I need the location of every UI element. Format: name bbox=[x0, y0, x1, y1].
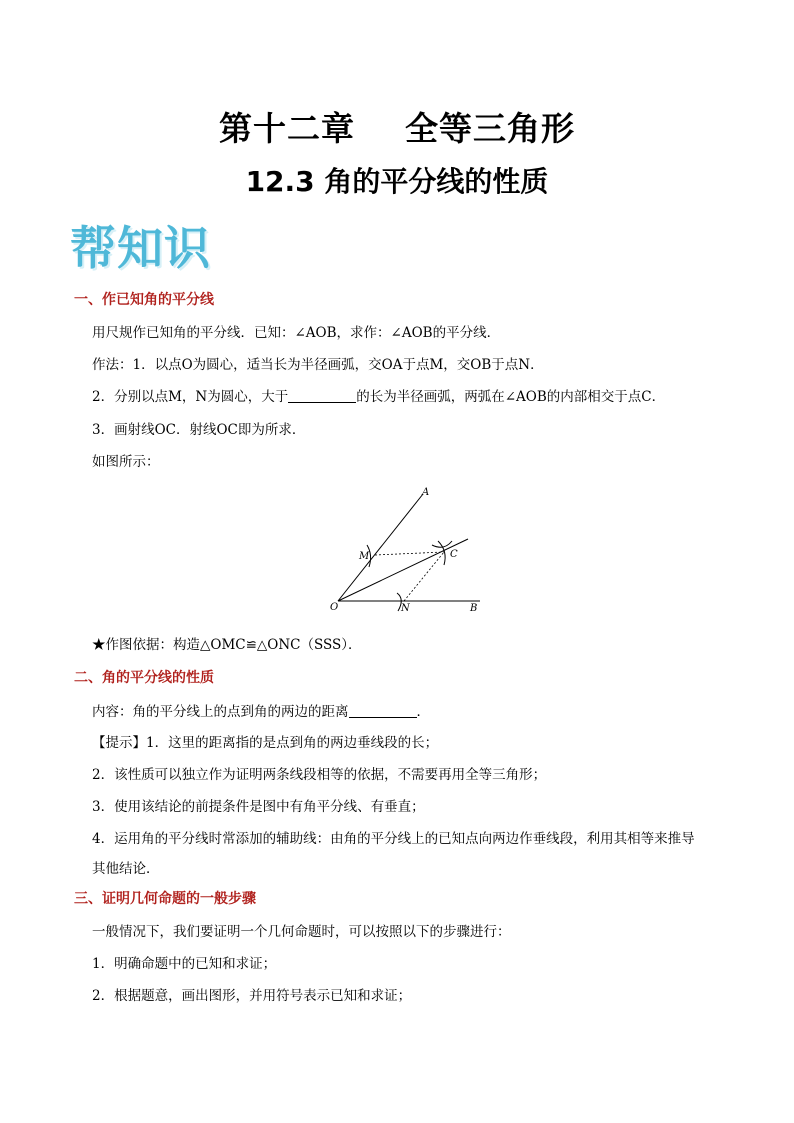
answer-blank-2[interactable] bbox=[349, 717, 417, 718]
sec2-line-3: 2．该性质可以独立作为证明两条线段相等的依据，不需要再用全等三角形； bbox=[92, 767, 547, 783]
sec3-line-2: 1．明确命题中的已知和求证； bbox=[92, 956, 277, 972]
sec1-line-5: 如图所示： bbox=[92, 454, 160, 470]
ray-oa bbox=[338, 494, 423, 601]
label-a: A bbox=[422, 487, 430, 498]
sec1-line-2: 作法：1．以点O为圆心，适当长为半径画弧，交OA于点M，交OB于点N． bbox=[92, 357, 544, 373]
label-b: B bbox=[470, 603, 478, 614]
construction-basis: ★作图依据：构造△OMC≌△ONC（SSS）． bbox=[92, 637, 362, 653]
sec1-line-3-part-a: 2．分别以点M，N为圆心，大于 bbox=[92, 389, 289, 405]
sec3-line-1: 一般情况下，我们要证明一个几何命题时，可以按照以下的步骤进行： bbox=[92, 924, 511, 940]
segment-mc bbox=[375, 552, 444, 555]
sec1-line-1: 用尺规作已知角的平分线．已知：∠AOB，求作：∠AOB的平分线． bbox=[92, 325, 501, 341]
sec2-line-1 bbox=[92, 702, 430, 722]
sec2-line-1-part-b: ． bbox=[416, 704, 430, 720]
sec2-line-6: 其他结论． bbox=[92, 861, 160, 877]
segment-nc bbox=[404, 552, 444, 601]
section-title: 12.3 角的平分线的性质 bbox=[245, 165, 549, 198]
sec2-line-5: 4．运用角的平分线时常添加的辅助线：由角的平分线上的已知点向两边作垂线段，利用其相等来推导 bbox=[92, 831, 695, 847]
sec1-line-3-part-b: 的长为半径画弧，两弧在∠AOB的内部相交于点C． bbox=[356, 389, 666, 405]
sec2-line-2: 【提示】1．这里的距离指的是点到角的两边垂线段的长； bbox=[92, 735, 439, 751]
chapter-title: 第十二章 全等三角形 bbox=[219, 109, 575, 148]
sec1-line-4: 3．画射线OC．射线OC即为所求． bbox=[92, 422, 306, 438]
angle-bisector-figure bbox=[320, 485, 490, 615]
ray-oc bbox=[338, 539, 468, 601]
banner-logo: 帮知识 bbox=[70, 221, 211, 275]
sec3-line-3: 2．根据题意，画出图形，并用符号表示已知和求证； bbox=[92, 988, 412, 1004]
section-3-heading: 三、证明几何命题的一般步骤 bbox=[74, 891, 256, 907]
sec1-line-3 bbox=[92, 387, 665, 407]
label-o: O bbox=[330, 602, 339, 613]
label-n: N bbox=[401, 603, 410, 614]
answer-blank-1[interactable] bbox=[288, 402, 356, 403]
section-2-heading: 二、角的平分线的性质 bbox=[74, 670, 214, 686]
label-m: M bbox=[359, 551, 370, 562]
sec2-line-4: 3．使用该结论的前提条件是图中有角平分线、有垂直； bbox=[92, 799, 425, 815]
label-c: C bbox=[450, 549, 458, 560]
section-1-heading: 一、作已知角的平分线 bbox=[74, 292, 214, 308]
sec2-line-1-part-a: 内容：角的平分线上的点到角的两边的距离 bbox=[92, 704, 349, 720]
